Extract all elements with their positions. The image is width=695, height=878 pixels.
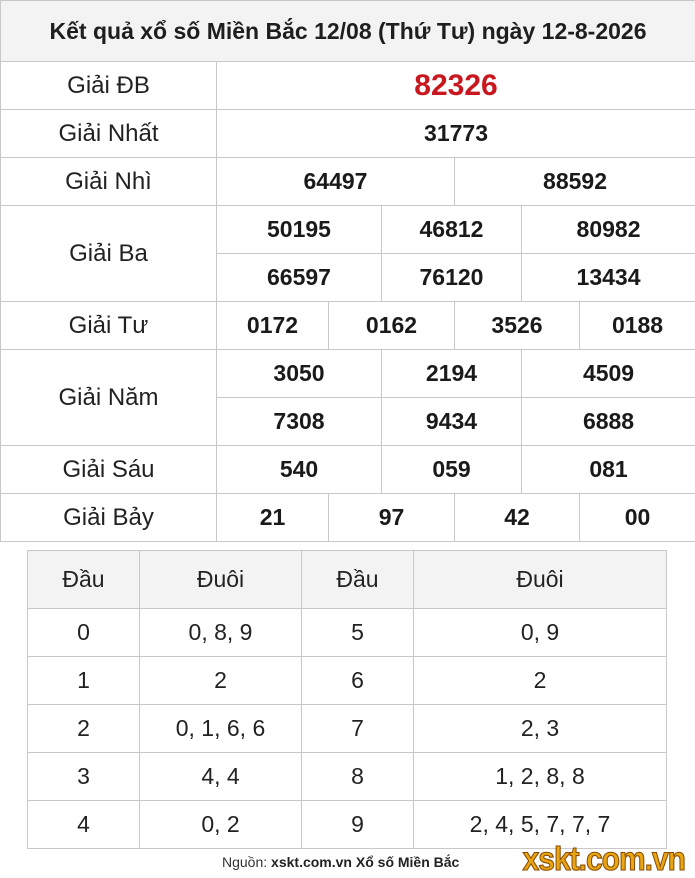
prize-label-ba: Giải Ba — [1, 206, 217, 302]
prize-row-sau — [1, 446, 695, 494]
prize-number: 42 — [455, 494, 580, 542]
footer — [0, 840, 695, 878]
loto-header-row — [28, 551, 667, 609]
prize-number: 3526 — [455, 302, 580, 350]
special-prize-number: 82326 — [217, 62, 695, 110]
prize-number: 4509 — [522, 350, 695, 398]
loto-head: 6 — [302, 657, 414, 705]
prize-label-bay: Giải Bảy — [1, 494, 217, 542]
loto-head: 1 — [28, 657, 140, 705]
prize-number: 9434 — [382, 398, 522, 446]
loto-tail-label: Đuôi — [414, 551, 667, 609]
prize-label-sau: Giải Sáu — [1, 446, 217, 494]
prize-number: 081 — [522, 446, 695, 494]
prize-number: 6888 — [522, 398, 695, 446]
prize-number: 88592 — [455, 158, 695, 206]
loto-tail-label: Đuôi — [140, 551, 302, 609]
prize-number: 64497 — [217, 158, 455, 206]
loto-tails: 0, 8, 9 — [140, 609, 302, 657]
loto-tails: 1, 2, 8, 8 — [414, 753, 667, 801]
prize-number: 3050 — [217, 350, 382, 398]
loto-tails: 2 — [414, 657, 667, 705]
prize-number: 50195 — [217, 206, 382, 254]
prize-label-db: Giải ĐB — [1, 62, 217, 110]
prize-row-ba — [1, 206, 695, 254]
prize-number: 66597 — [217, 254, 382, 302]
loto-head-label: Đầu — [28, 551, 140, 609]
loto-tails: 4, 4 — [140, 753, 302, 801]
prize-number: 76120 — [382, 254, 522, 302]
loto-tails: 2 — [140, 657, 302, 705]
loto-head: 8 — [302, 753, 414, 801]
prize-number: 97 — [329, 494, 455, 542]
results-title: Kết quả xổ số Miền Bắc 12/08 (Thứ Tư) ngày 12-8-2026 — [1, 1, 695, 62]
loto-head: 9 — [302, 801, 414, 849]
loto-head: 2 — [28, 705, 140, 753]
prize-label-nhat: Giải Nhất — [1, 110, 217, 158]
loto-tails: 2, 4, 5, 7, 7, 7 — [414, 801, 667, 849]
prize-number: 059 — [382, 446, 522, 494]
prize-label-nam: Giải Năm — [1, 350, 217, 446]
prize-row-nam — [1, 350, 695, 398]
prize-number: 540 — [217, 446, 382, 494]
prize-row-db — [1, 62, 695, 110]
loto-head: 0 — [28, 609, 140, 657]
source-credit — [222, 854, 459, 870]
site-logo[interactable]: xskt.com.vn — [522, 840, 685, 878]
prize-label-tu: Giải Tư — [1, 302, 217, 350]
prize-number: 46812 — [382, 206, 522, 254]
loto-head: 5 — [302, 609, 414, 657]
prize-label-nhi: Giải Nhì — [1, 158, 217, 206]
loto-tails: 2, 3 — [414, 705, 667, 753]
prize-row-tu — [1, 302, 695, 350]
prize-number: 0188 — [580, 302, 695, 350]
source-prefix: Nguồn: — [222, 854, 268, 870]
prize-number: 7308 — [217, 398, 382, 446]
loto-tails: 0, 1, 6, 6 — [140, 705, 302, 753]
prize-number: 0162 — [329, 302, 455, 350]
prize-row-nhat — [1, 110, 695, 158]
loto-tails: 0, 9 — [414, 609, 667, 657]
prize-number: 00 — [580, 494, 695, 542]
prize-number: 80982 — [522, 206, 695, 254]
prize-row-nhi — [1, 158, 695, 206]
source-site-link[interactable]: xskt.com.vn — [271, 854, 352, 870]
prize-number: 0172 — [217, 302, 329, 350]
prize-number: 2194 — [382, 350, 522, 398]
prize-number: 31773 — [217, 110, 695, 158]
prize-number: 13434 — [522, 254, 695, 302]
loto-head: 4 — [28, 801, 140, 849]
prize-row-bay — [1, 494, 695, 542]
loto-row — [28, 753, 667, 801]
loto-tails: 0, 2 — [140, 801, 302, 849]
source-name: Xổ số Miền Bắc — [355, 854, 460, 870]
prize-number: 21 — [217, 494, 329, 542]
loto-table — [27, 550, 667, 849]
loto-head-label: Đầu — [302, 551, 414, 609]
loto-row — [28, 657, 667, 705]
loto-row — [28, 705, 667, 753]
loto-row — [28, 609, 667, 657]
loto-head: 7 — [302, 705, 414, 753]
loto-head: 3 — [28, 753, 140, 801]
